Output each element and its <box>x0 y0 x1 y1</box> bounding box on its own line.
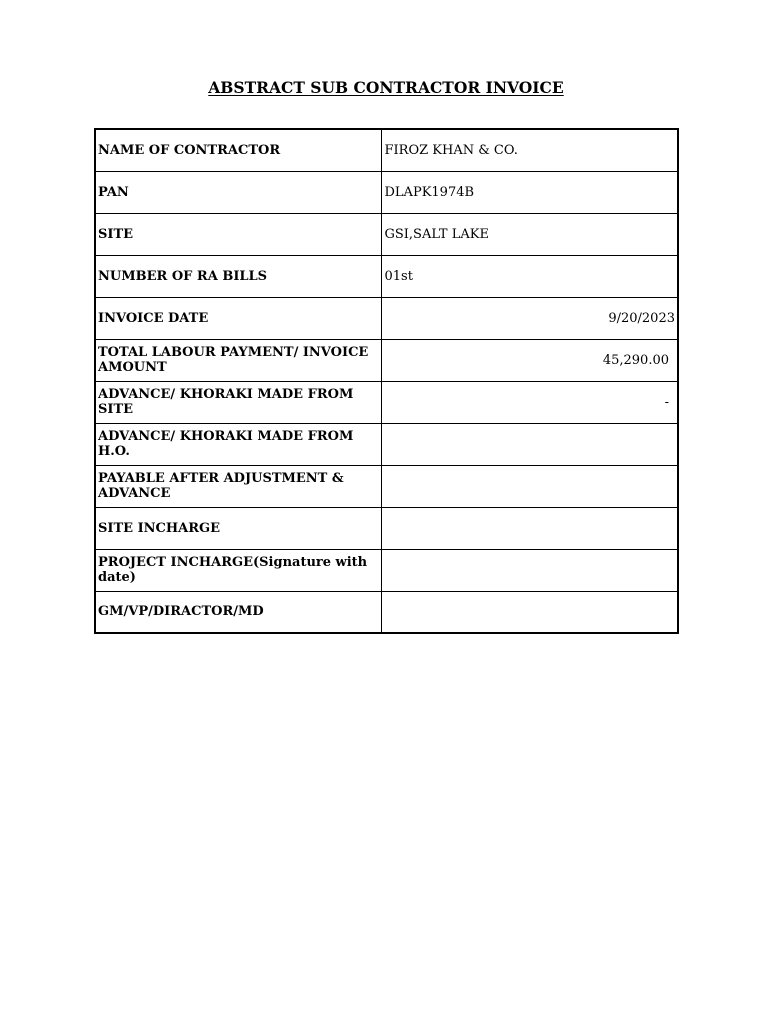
table-row-ra-bills <box>95 255 678 297</box>
invoice-table <box>94 128 679 634</box>
row-label: NUMBER OF RA BILLS <box>95 255 381 297</box>
row-label: GM/VP/DIRACTOR/MD <box>95 591 381 633</box>
row-label: NAME OF CONTRACTOR <box>95 129 381 171</box>
invoice-amount-value: 45,290.00 <box>381 339 678 381</box>
gm-signature-value <box>381 591 678 633</box>
table-row-advance-ho <box>95 423 678 465</box>
table-row-site <box>95 213 678 255</box>
table-row-gm-signature <box>95 591 678 633</box>
payable-value <box>381 465 678 507</box>
table-row-pan <box>95 171 678 213</box>
site-incharge-value <box>381 507 678 549</box>
ra-bills-value: 01st <box>381 255 678 297</box>
row-label: ADVANCE/ KHORAKI MADE FROM SITE <box>95 381 381 423</box>
advance-site-value: - <box>381 381 678 423</box>
pan-value: DLAPK1974B <box>381 171 678 213</box>
row-label: SITE INCHARGE <box>95 507 381 549</box>
table-row-project-incharge <box>95 549 678 591</box>
row-label: SITE <box>95 213 381 255</box>
contractor-name-value: FIROZ KHAN & CO. <box>381 129 678 171</box>
row-label: INVOICE DATE <box>95 297 381 339</box>
table-row-contractor <box>95 129 678 171</box>
row-label: PROJECT INCHARGE(Signature with date) <box>95 549 381 591</box>
row-label: TOTAL LABOUR PAYMENT/ INVOICE AMOUNT <box>95 339 381 381</box>
row-label: ADVANCE/ KHORAKI MADE FROM H.O. <box>95 423 381 465</box>
project-incharge-value <box>381 549 678 591</box>
advance-ho-value <box>381 423 678 465</box>
row-label: PAYABLE AFTER ADJUSTMENT & ADVANCE <box>95 465 381 507</box>
table-row-site-incharge <box>95 507 678 549</box>
table-row-advance-site <box>95 381 678 423</box>
table-row-invoice-date <box>95 297 678 339</box>
row-label: PAN <box>95 171 381 213</box>
site-value: GSI,SALT LAKE <box>381 213 678 255</box>
table-row-invoice-amount <box>95 339 678 381</box>
document-title: ABSTRACT SUB CONTRACTOR INVOICE <box>208 78 564 97</box>
table-row-payable <box>95 465 678 507</box>
invoice-date-value: 9/20/2023 <box>381 297 678 339</box>
